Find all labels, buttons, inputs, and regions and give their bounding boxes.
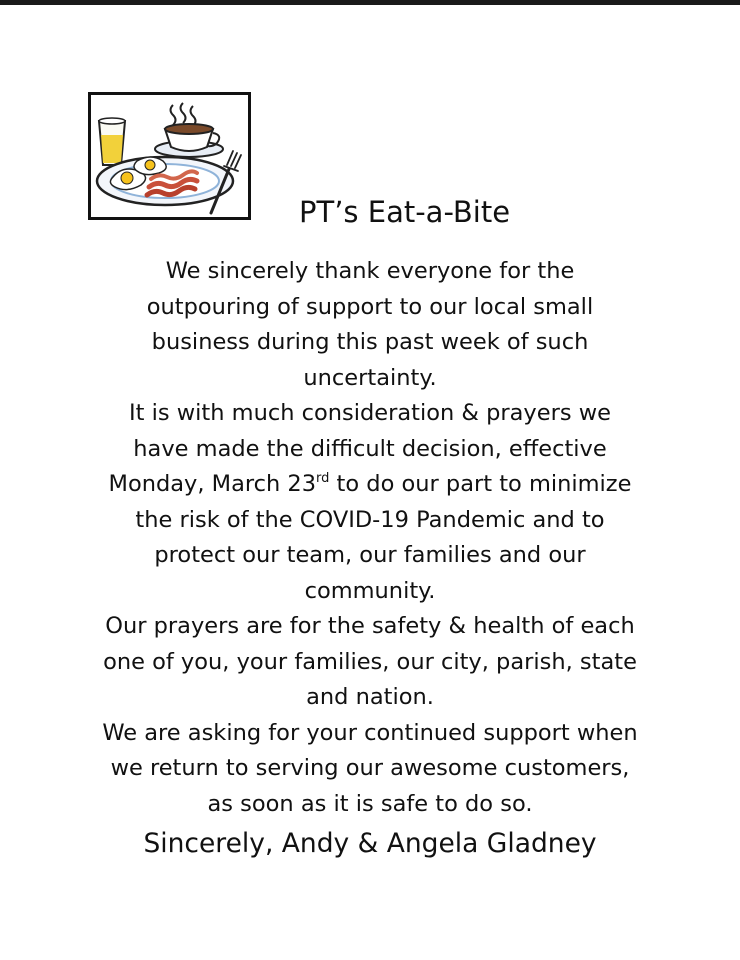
letter-line: as soon as it is safe to do so. [207,790,533,817]
date-ordinal-suffix: rd [316,471,330,486]
date-text: Monday, March 23 [108,471,317,497]
top-border [0,0,740,5]
letter-line: protect our team, our families and our [154,542,586,568]
letter-line: and nation. [306,684,434,710]
letter-line: business during this past week of such [151,329,589,355]
signature: Sincerely, Andy & Angela Gladney [143,828,597,859]
letter-line: uncertainty. [303,364,437,391]
letter-line: outpouring of support to our local small [146,293,594,320]
letter-line: one of you, your families, our city, parish, state [103,648,637,675]
page-title: PT’s Eat-a-Bite [299,195,511,229]
letter-line: We are asking for your continued support when [102,719,638,746]
date-continuation-text: to do our part to minimize [329,471,632,497]
letter-line-date [70,467,670,503]
letter-line: community. [304,577,436,604]
breakfast-plate-icon [91,95,248,217]
logo-frame [88,92,251,220]
letter-line: We sincerely thank everyone for the [165,258,575,284]
letter-body [70,254,670,822]
letter-line: It is with much consideration & prayers we [129,400,611,426]
letter-line: Our prayers are for the safety & health of each [105,613,635,639]
letter-line: have made the difficult decision, effective [133,435,607,462]
letter-line: we return to serving our awesome customers, [110,755,630,781]
letter-line: the risk of the COVID-19 Pandemic and to [135,506,605,533]
